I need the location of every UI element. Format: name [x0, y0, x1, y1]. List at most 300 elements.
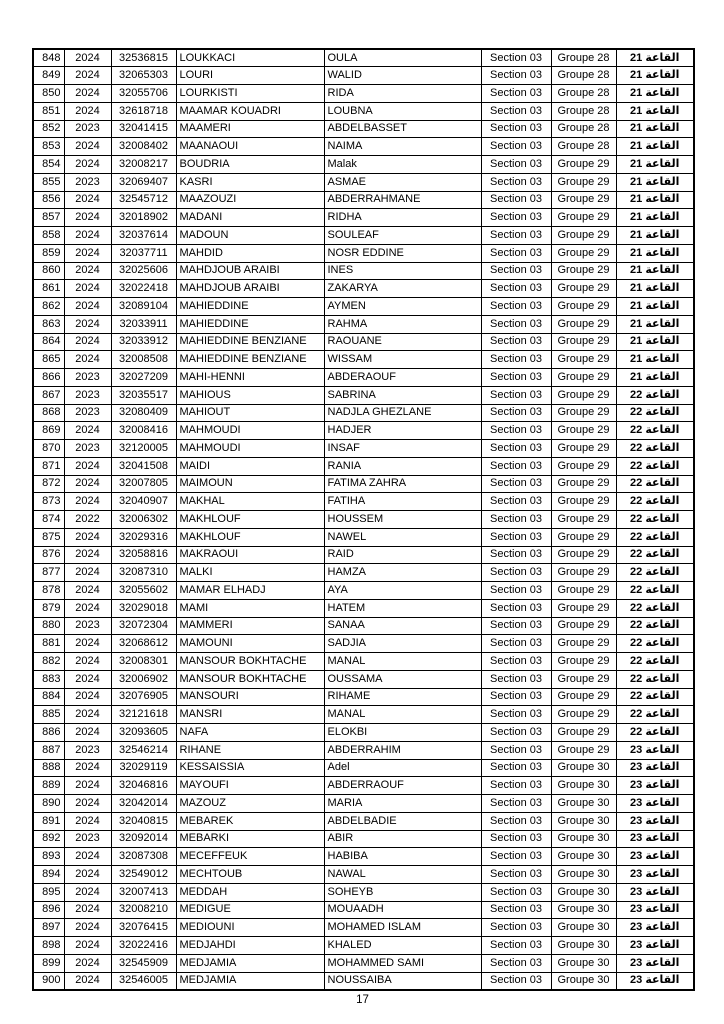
cell-no: 898 [33, 937, 64, 955]
cell-last-name: MECHTOUB [176, 866, 324, 884]
table-row [33, 919, 694, 937]
cell-last-name: MANSOURI [176, 688, 324, 706]
cell-no: 859 [33, 244, 64, 262]
cell-no: 878 [33, 582, 64, 600]
cell-id: 32068612 [111, 635, 176, 653]
cell-first-name: AYA [324, 582, 481, 600]
cell-year: 2024 [64, 937, 111, 955]
cell-room: القاعة 23 [616, 830, 694, 848]
cell-section: Section 03 [481, 85, 551, 103]
cell-year: 2023 [64, 386, 111, 404]
cell-year: 2024 [64, 777, 111, 795]
cell-section: Section 03 [481, 173, 551, 191]
table-row [33, 227, 694, 245]
cell-id: 32027209 [111, 369, 176, 387]
cell-year: 2024 [64, 582, 111, 600]
table-row [33, 156, 694, 174]
cell-no: 849 [33, 67, 64, 85]
cell-no: 895 [33, 883, 64, 901]
cell-year: 2024 [64, 244, 111, 262]
cell-year: 2024 [64, 635, 111, 653]
cell-first-name: SADJIA [324, 635, 481, 653]
cell-first-name: ABDERRAHMANE [324, 191, 481, 209]
cell-groupe: Groupe 29 [551, 440, 616, 458]
cell-year: 2023 [64, 741, 111, 759]
cell-no: 872 [33, 475, 64, 493]
cell-section: Section 03 [481, 120, 551, 138]
table-row [33, 635, 694, 653]
cell-first-name: ABDELBASSET [324, 120, 481, 138]
cell-room: القاعة 22 [616, 617, 694, 635]
cell-no: 886 [33, 724, 64, 742]
table-row [33, 85, 694, 103]
table-row [33, 138, 694, 156]
cell-last-name: RIHANE [176, 741, 324, 759]
cell-section: Section 03 [481, 688, 551, 706]
cell-room: القاعة 22 [616, 706, 694, 724]
cell-id: 32022416 [111, 937, 176, 955]
cell-no: 893 [33, 848, 64, 866]
cell-groupe: Groupe 29 [551, 564, 616, 582]
cell-id: 32029018 [111, 599, 176, 617]
cell-room: القاعة 22 [616, 599, 694, 617]
cell-id: 32042014 [111, 795, 176, 813]
cell-year: 2024 [64, 351, 111, 369]
cell-room: القاعة 22 [616, 635, 694, 653]
cell-section: Section 03 [481, 138, 551, 156]
cell-first-name: ABDERAOUF [324, 369, 481, 387]
cell-room: القاعة 23 [616, 848, 694, 866]
cell-id: 32033912 [111, 333, 176, 351]
cell-no: 874 [33, 511, 64, 529]
cell-section: Section 03 [481, 564, 551, 582]
cell-room: القاعة 21 [616, 280, 694, 298]
cell-last-name: MAHMOUDI [176, 440, 324, 458]
cell-section: Section 03 [481, 670, 551, 688]
cell-year: 2024 [64, 564, 111, 582]
cell-id: 32041415 [111, 120, 176, 138]
cell-year: 2023 [64, 404, 111, 422]
cell-room: القاعة 22 [616, 670, 694, 688]
cell-no: 880 [33, 617, 64, 635]
cell-last-name: MEBARKI [176, 830, 324, 848]
cell-id: 32040815 [111, 812, 176, 830]
cell-no: 862 [33, 298, 64, 316]
cell-groupe: Groupe 28 [551, 120, 616, 138]
cell-room: القاعة 23 [616, 919, 694, 937]
cell-groupe: Groupe 29 [551, 528, 616, 546]
cell-groupe: Groupe 29 [551, 599, 616, 617]
cell-id: 32089104 [111, 298, 176, 316]
cell-no: 885 [33, 706, 64, 724]
cell-no: 899 [33, 954, 64, 972]
cell-section: Section 03 [481, 475, 551, 493]
cell-id: 32065303 [111, 67, 176, 85]
cell-first-name: HABIBA [324, 848, 481, 866]
cell-section: Section 03 [481, 102, 551, 120]
cell-no: 863 [33, 315, 64, 333]
cell-id: 32025606 [111, 262, 176, 280]
table-row [33, 564, 694, 582]
cell-room: القاعة 21 [616, 49, 694, 67]
cell-year: 2023 [64, 369, 111, 387]
cell-last-name: MAHIEDDINE [176, 298, 324, 316]
table-row [33, 830, 694, 848]
cell-room: القاعة 23 [616, 866, 694, 884]
cell-last-name: MAHMOUDI [176, 422, 324, 440]
cell-groupe: Groupe 29 [551, 546, 616, 564]
cell-first-name: LOUBNA [324, 102, 481, 120]
cell-year: 2024 [64, 262, 111, 280]
cell-first-name: RANIA [324, 457, 481, 475]
cell-room: القاعة 22 [616, 475, 694, 493]
cell-last-name: MAAMAR KOUADRI [176, 102, 324, 120]
table-row [33, 670, 694, 688]
cell-section: Section 03 [481, 262, 551, 280]
cell-section: Section 03 [481, 653, 551, 671]
table-row [33, 848, 694, 866]
cell-id: 32007805 [111, 475, 176, 493]
cell-last-name: MAHIEDDINE [176, 315, 324, 333]
cell-last-name: MAIDI [176, 457, 324, 475]
cell-room: القاعة 22 [616, 564, 694, 582]
cell-room: القاعة 21 [616, 85, 694, 103]
cell-last-name: MAKHLOUF [176, 528, 324, 546]
cell-id: 32618718 [111, 102, 176, 120]
cell-section: Section 03 [481, 617, 551, 635]
cell-section: Section 03 [481, 386, 551, 404]
cell-year: 2024 [64, 866, 111, 884]
table-row [33, 493, 694, 511]
cell-id: 32008402 [111, 138, 176, 156]
cell-year: 2024 [64, 280, 111, 298]
cell-last-name: LOURKISTI [176, 85, 324, 103]
cell-id: 32121618 [111, 706, 176, 724]
cell-no: 866 [33, 369, 64, 387]
cell-groupe: Groupe 28 [551, 85, 616, 103]
table-row [33, 209, 694, 227]
cell-first-name: MOHAMED ISLAM [324, 919, 481, 937]
cell-year: 2024 [64, 812, 111, 830]
cell-section: Section 03 [481, 227, 551, 245]
cell-id: 32545909 [111, 954, 176, 972]
cell-last-name: KASRI [176, 173, 324, 191]
cell-id: 32076905 [111, 688, 176, 706]
cell-no: 894 [33, 866, 64, 884]
cell-id: 32546005 [111, 972, 176, 990]
cell-last-name: MEDJAHDI [176, 937, 324, 955]
cell-year: 2024 [64, 457, 111, 475]
cell-no: 850 [33, 85, 64, 103]
cell-room: القاعة 22 [616, 386, 694, 404]
cell-groupe: Groupe 29 [551, 653, 616, 671]
cell-first-name: RAHMA [324, 315, 481, 333]
cell-section: Section 03 [481, 937, 551, 955]
cell-groupe: Groupe 29 [551, 404, 616, 422]
cell-section: Section 03 [481, 759, 551, 777]
table-row [33, 724, 694, 742]
table-row [33, 351, 694, 369]
cell-no: 860 [33, 262, 64, 280]
cell-section: Section 03 [481, 298, 551, 316]
cell-no: 873 [33, 493, 64, 511]
cell-groupe: Groupe 29 [551, 511, 616, 529]
cell-no: 897 [33, 919, 64, 937]
cell-groupe: Groupe 29 [551, 582, 616, 600]
table-row [33, 812, 694, 830]
cell-section: Section 03 [481, 191, 551, 209]
cell-room: القاعة 21 [616, 67, 694, 85]
cell-groupe: Groupe 30 [551, 954, 616, 972]
cell-section: Section 03 [481, 369, 551, 387]
cell-last-name: MADANI [176, 209, 324, 227]
table-row [33, 741, 694, 759]
cell-first-name: RAID [324, 546, 481, 564]
cell-first-name: RIHAME [324, 688, 481, 706]
table-row [33, 67, 694, 85]
cell-no: 870 [33, 440, 64, 458]
table-row [33, 777, 694, 795]
cell-year: 2023 [64, 830, 111, 848]
cell-groupe: Groupe 30 [551, 919, 616, 937]
cell-first-name: ABDERRAHIM [324, 741, 481, 759]
cell-first-name: WALID [324, 67, 481, 85]
cell-first-name: NAWEL [324, 528, 481, 546]
cell-year: 2024 [64, 883, 111, 901]
cell-no: 854 [33, 156, 64, 174]
cell-last-name: MAKRAOUI [176, 546, 324, 564]
cell-groupe: Groupe 30 [551, 830, 616, 848]
cell-no: 884 [33, 688, 64, 706]
cell-last-name: MAZOUZ [176, 795, 324, 813]
cell-section: Section 03 [481, 901, 551, 919]
cell-room: القاعة 21 [616, 138, 694, 156]
table-row [33, 262, 694, 280]
cell-groupe: Groupe 30 [551, 937, 616, 955]
cell-section: Section 03 [481, 244, 551, 262]
cell-last-name: MANSRI [176, 706, 324, 724]
cell-no: 877 [33, 564, 64, 582]
cell-section: Section 03 [481, 422, 551, 440]
cell-first-name: ABDERRAOUF [324, 777, 481, 795]
cell-year: 2023 [64, 173, 111, 191]
cell-first-name: NOUSSAIBA [324, 972, 481, 990]
cell-id: 32029316 [111, 528, 176, 546]
cell-last-name: MEDIGUE [176, 901, 324, 919]
cell-room: القاعة 22 [616, 493, 694, 511]
cell-last-name: MAKHAL [176, 493, 324, 511]
cell-section: Section 03 [481, 209, 551, 227]
cell-last-name: MAIMOUN [176, 475, 324, 493]
cell-year: 2024 [64, 901, 111, 919]
cell-id: 32008416 [111, 422, 176, 440]
cell-year: 2024 [64, 85, 111, 103]
cell-id: 32022418 [111, 280, 176, 298]
cell-id: 32120005 [111, 440, 176, 458]
cell-first-name: HAMZA [324, 564, 481, 582]
table-row [33, 688, 694, 706]
cell-last-name: MAMI [176, 599, 324, 617]
cell-section: Section 03 [481, 546, 551, 564]
cell-groupe: Groupe 29 [551, 262, 616, 280]
cell-section: Section 03 [481, 866, 551, 884]
cell-section: Section 03 [481, 795, 551, 813]
cell-no: 887 [33, 741, 64, 759]
cell-groupe: Groupe 29 [551, 315, 616, 333]
cell-room: القاعة 21 [616, 333, 694, 351]
cell-room: القاعة 23 [616, 812, 694, 830]
cell-room: القاعة 21 [616, 102, 694, 120]
table-row [33, 653, 694, 671]
cell-last-name: MAHI-HENNI [176, 369, 324, 387]
cell-year: 2024 [64, 919, 111, 937]
cell-no: 867 [33, 386, 64, 404]
cell-no: 891 [33, 812, 64, 830]
cell-room: القاعة 21 [616, 262, 694, 280]
cell-groupe: Groupe 29 [551, 635, 616, 653]
table-row [33, 457, 694, 475]
table-row [33, 440, 694, 458]
cell-room: القاعة 23 [616, 795, 694, 813]
cell-first-name: OULA [324, 49, 481, 67]
cell-first-name: FATIHA [324, 493, 481, 511]
cell-id: 32008508 [111, 351, 176, 369]
cell-last-name: MAMOUNI [176, 635, 324, 653]
cell-room: القاعة 22 [616, 653, 694, 671]
cell-room: القاعة 22 [616, 546, 694, 564]
cell-groupe: Groupe 29 [551, 191, 616, 209]
cell-room: القاعة 21 [616, 191, 694, 209]
cell-section: Section 03 [481, 919, 551, 937]
cell-section: Section 03 [481, 883, 551, 901]
cell-groupe: Groupe 28 [551, 102, 616, 120]
cell-last-name: MEBAREK [176, 812, 324, 830]
table-row [33, 280, 694, 298]
cell-year: 2024 [64, 138, 111, 156]
cell-groupe: Groupe 29 [551, 280, 616, 298]
cell-first-name: HATEM [324, 599, 481, 617]
cell-first-name: Adel [324, 759, 481, 777]
cell-groupe: Groupe 29 [551, 741, 616, 759]
cell-groupe: Groupe 28 [551, 49, 616, 67]
cell-id: 32545712 [111, 191, 176, 209]
table-row [33, 404, 694, 422]
cell-groupe: Groupe 30 [551, 777, 616, 795]
cell-year: 2024 [64, 688, 111, 706]
table-row [33, 795, 694, 813]
cell-first-name: ABIR [324, 830, 481, 848]
cell-year: 2024 [64, 954, 111, 972]
cell-groupe: Groupe 29 [551, 156, 616, 174]
table-row [33, 599, 694, 617]
cell-room: القاعة 22 [616, 422, 694, 440]
cell-no: 853 [33, 138, 64, 156]
cell-section: Section 03 [481, 830, 551, 848]
cell-no: 851 [33, 102, 64, 120]
table-row [33, 475, 694, 493]
table-row [33, 546, 694, 564]
cell-no: 890 [33, 795, 64, 813]
cell-section: Section 03 [481, 49, 551, 67]
table-row [33, 617, 694, 635]
cell-room: القاعة 23 [616, 954, 694, 972]
cell-last-name: BOUDRIA [176, 156, 324, 174]
cell-last-name: MALKI [176, 564, 324, 582]
cell-no: 865 [33, 351, 64, 369]
cell-year: 2024 [64, 67, 111, 85]
cell-groupe: Groupe 28 [551, 67, 616, 85]
table-row [33, 759, 694, 777]
cell-room: القاعة 21 [616, 369, 694, 387]
cell-groupe: Groupe 30 [551, 866, 616, 884]
cell-year: 2024 [64, 724, 111, 742]
cell-last-name: MAHDID [176, 244, 324, 262]
table-row [33, 937, 694, 955]
cell-room: القاعة 22 [616, 404, 694, 422]
cell-groupe: Groupe 29 [551, 173, 616, 191]
cell-id: 32055602 [111, 582, 176, 600]
cell-id: 32087308 [111, 848, 176, 866]
table-row [33, 102, 694, 120]
cell-section: Section 03 [481, 741, 551, 759]
cell-last-name: MADOUN [176, 227, 324, 245]
cell-id: 32536815 [111, 49, 176, 67]
cell-id: 32055706 [111, 85, 176, 103]
cell-groupe: Groupe 29 [551, 688, 616, 706]
cell-section: Section 03 [481, 848, 551, 866]
cell-section: Section 03 [481, 440, 551, 458]
cell-last-name: MAMMERI [176, 617, 324, 635]
cell-room: القاعة 23 [616, 937, 694, 955]
cell-section: Section 03 [481, 528, 551, 546]
cell-no: 883 [33, 670, 64, 688]
cell-year: 2024 [64, 653, 111, 671]
cell-year: 2024 [64, 156, 111, 174]
cell-section: Section 03 [481, 156, 551, 174]
cell-last-name: MECEFFEUK [176, 848, 324, 866]
cell-last-name: MAKHLOUF [176, 511, 324, 529]
cell-last-name: MAHDJOUB ARAIBI [176, 262, 324, 280]
cell-room: القاعة 22 [616, 511, 694, 529]
cell-no: 858 [33, 227, 64, 245]
cell-groupe: Groupe 29 [551, 298, 616, 316]
cell-id: 32080409 [111, 404, 176, 422]
cell-last-name: KESSAISSIA [176, 759, 324, 777]
cell-last-name: MAYOUFI [176, 777, 324, 795]
table-row [33, 901, 694, 919]
cell-first-name: ELOKBI [324, 724, 481, 742]
cell-room: القاعة 23 [616, 777, 694, 795]
cell-last-name: MANSOUR BOKHTACHE [176, 670, 324, 688]
cell-groupe: Groupe 29 [551, 670, 616, 688]
cell-section: Section 03 [481, 635, 551, 653]
cell-year: 2024 [64, 422, 111, 440]
cell-year: 2024 [64, 475, 111, 493]
cell-no: 888 [33, 759, 64, 777]
cell-year: 2024 [64, 298, 111, 316]
cell-id: 32076415 [111, 919, 176, 937]
cell-section: Section 03 [481, 315, 551, 333]
cell-groupe: Groupe 29 [551, 706, 616, 724]
cell-no: 875 [33, 528, 64, 546]
cell-section: Section 03 [481, 280, 551, 298]
cell-year: 2024 [64, 848, 111, 866]
table-row [33, 244, 694, 262]
cell-id: 32093605 [111, 724, 176, 742]
cell-no: 871 [33, 457, 64, 475]
cell-year: 2024 [64, 795, 111, 813]
page-number: 17 [356, 994, 369, 1006]
